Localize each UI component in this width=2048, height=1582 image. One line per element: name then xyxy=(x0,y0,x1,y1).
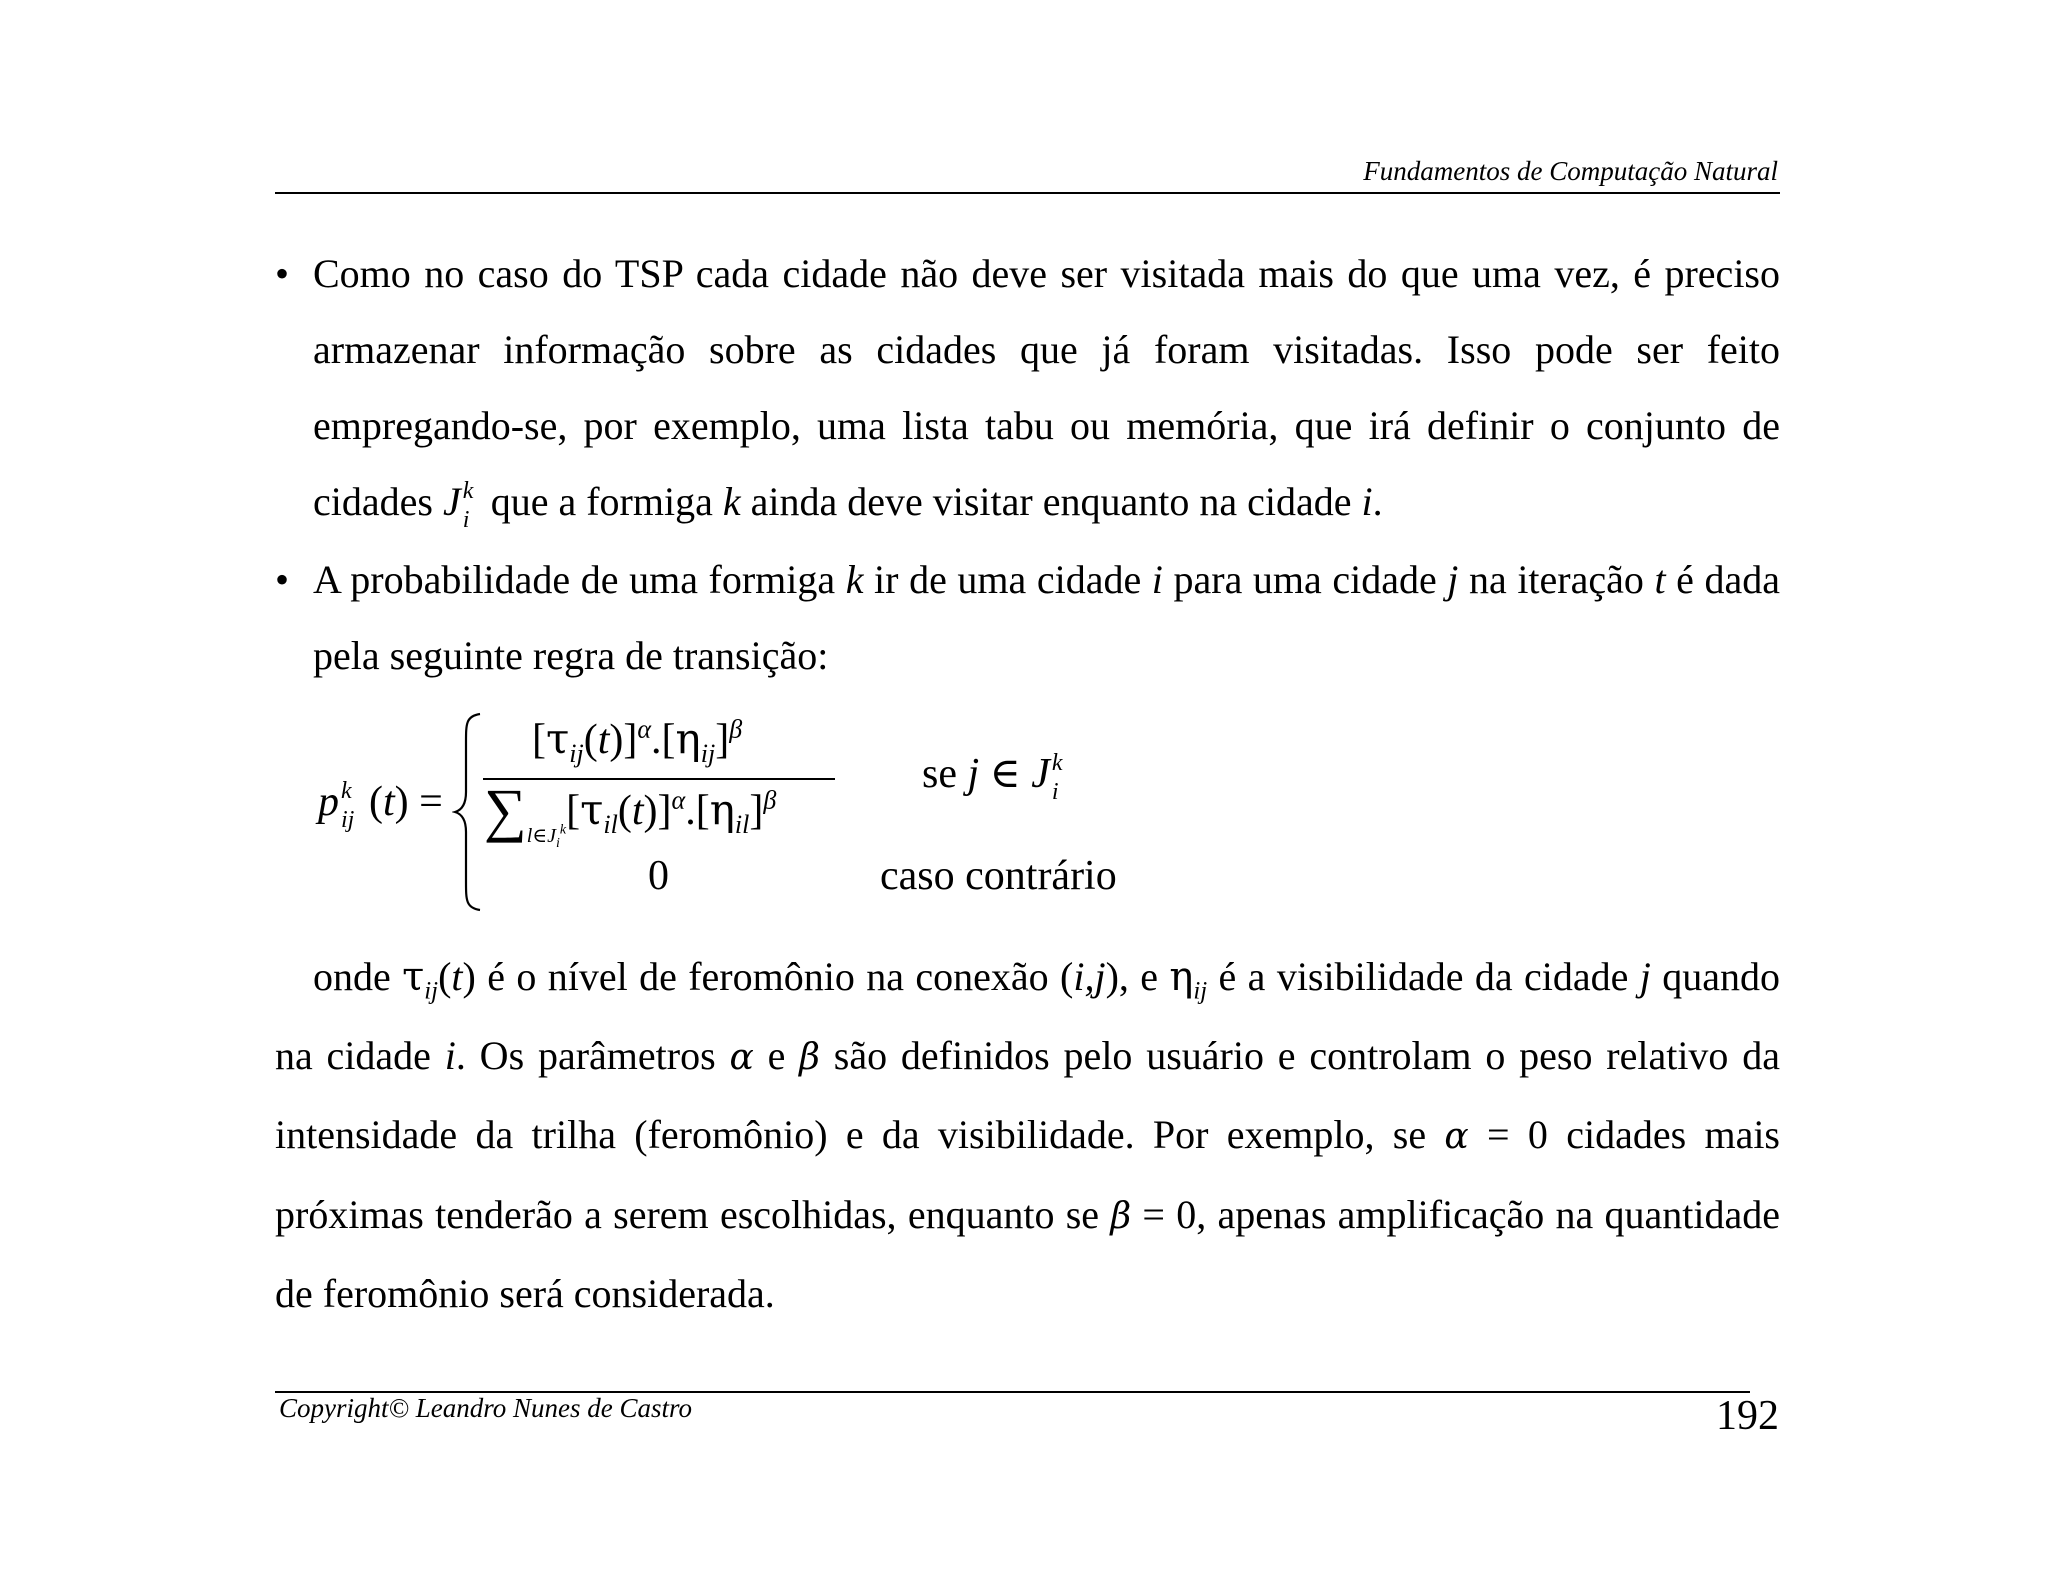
equation-lhs: p k ij (t) = xyxy=(318,778,443,833)
set-symbol: J xyxy=(442,479,461,524)
copyright-notice: Copyright© Leandro Nunes de Castro xyxy=(279,1393,693,1423)
bullet-paragraph: A probabilidade de uma formiga k ir de uma cidade i para uma cidade j na iteração t é dada pela seguinte regra de transição: xyxy=(313,557,1781,678)
set-indices: k i xyxy=(462,478,474,533)
bullet-item-tabu-list xyxy=(275,236,1780,540)
bullet-item-probability xyxy=(275,542,1780,694)
case2-value: 0 xyxy=(648,853,669,899)
beta-symbol: β xyxy=(799,1036,820,1078)
bullet-icon: • xyxy=(275,557,290,602)
bullet-paragraph: Como no caso do TSP cada cidade não deve ser visitada mais do que uma vez, é preciso armazenar informação sobre as cidades que já foram visitadas. Isso pode ser feito empregando-se, por exemplo, uma lista tabu ou memória, que irá definir o conjunto de cidades J k i que a formiga k ainda deve visitar enquanto na cidade i. xyxy=(313,251,1780,533)
left-brace-icon xyxy=(452,712,484,912)
explanation-paragraph: onde $\tau_{ij}(t)$ é o nível de feromônio na conexão (i,j), e $\eta_{ij}$ é a visibilidade da cidade j quando na cidade i. Os parâmetros α e β são definidos pelo usuário e controlam o peso relativo da intensidade da trilha (feromônio) e da visibilidade. Por exemplo, se α = 0 cidades mais próximas tenderão a serem escolhidas, enquanto se β = 0, apenas amplificação na quantidade de feromônio será considerada. xyxy=(275,954,1781,1316)
case1-condition: se j ∈ J k i xyxy=(922,750,1063,805)
header-rule xyxy=(275,192,1780,194)
case2-condition: caso contrário xyxy=(880,853,1117,899)
alpha-symbol: α xyxy=(729,1036,754,1078)
page-number: 192 xyxy=(1716,1393,1779,1439)
running-header: Fundamentos de Computação Natural xyxy=(1363,156,1778,186)
fraction-numerator: $[\tau_{ij}(t)]^\alpha.[\eta_{ij}]^\beta$ xyxy=(532,714,743,769)
bullet-icon: • xyxy=(275,251,290,296)
fraction-denominator: $\sum_{l\in J_i^k}[\tau_{il}(t)]^\alpha.[\eta_{il}]^\beta$ xyxy=(484,777,777,851)
